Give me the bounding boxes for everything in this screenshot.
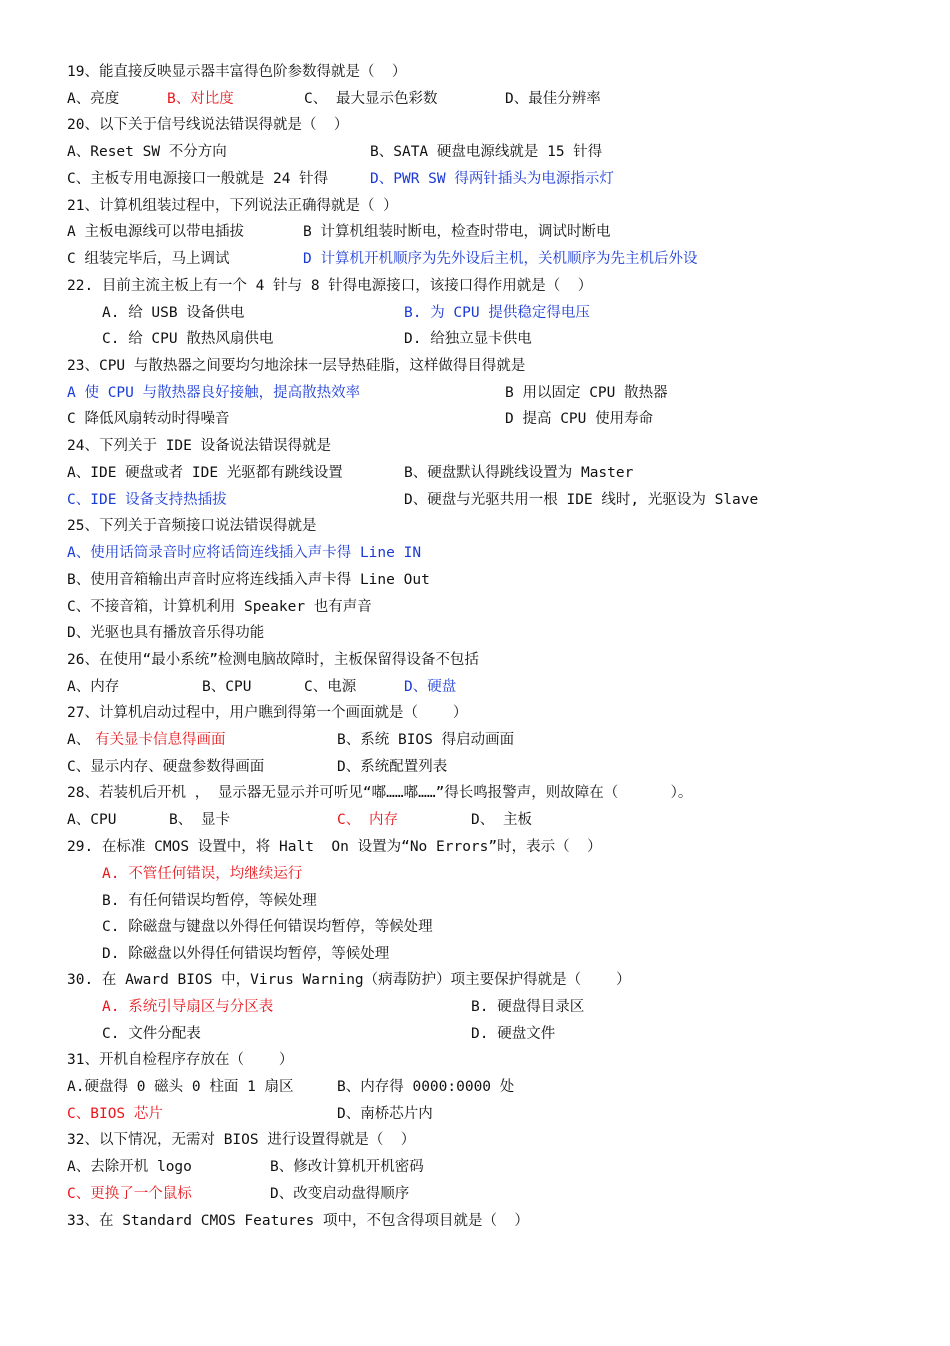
answer-text: D、硬盘 [404,679,457,695]
line-text: 22. 目前主流主板上有一个 4 针与 8 针得电源接口，该接口得作用就是（ ） [67,278,593,294]
line-text: 23、CPU 与散热器之间要均匀地涂抹一层导热硅脂，这样做得目得就是 [67,358,526,374]
line-text: 24、下列关于 IDE 设备说法错误得就是 [67,438,332,454]
line-text: C、显示内存、硬盘参数得画面 [67,759,265,775]
line-text: A、CPU [67,812,117,828]
answer-text: D、PWR SW 得两针插头为电源指示灯 [370,171,614,187]
line-text: C. 文件分配表 [102,1026,201,1042]
line-text: 27、计算机启动过程中，用户瞧到得第一个画面就是（ ） [67,705,468,721]
line-text: D、最佳分辨率 [505,91,601,107]
answer-text: C、IDE 设备支持热插拔 [67,492,227,508]
line-text: 20、以下关于信号线说法错误得就是（ ） [67,117,349,133]
line-text: A、Reset SW 不分方向 [67,144,227,160]
answer-text: A 使 CPU 与散热器良好接触，提高散热效率 [67,385,361,401]
line-text: C、 最大显示色彩数 [304,91,438,107]
line-text: C. 除磁盘与键盘以外得任何错误均暂停，等候处理 [102,919,433,935]
line-text: A.硬盘得 0 磁头 0 柱面 1 扇区 [67,1079,294,1095]
line-text: D. 除磁盘以外得任何错误均暂停，等候处理 [102,946,390,962]
answer-text: A、使用话筒录音时应将话筒连线插入声卡得 Line IN [67,545,422,561]
answer-text: C、BIOS 芯片 [67,1106,163,1122]
line-text: C 组装完毕后，马上调试 [67,251,230,267]
line-text: A、IDE 硬盘或者 IDE 光驱都有跳线设置 [67,465,343,481]
line-text: D. 硬盘文件 [471,1026,556,1042]
line-text: B. 有任何错误均暂停，等候处理 [102,893,317,909]
line-text: C. 给 CPU 散热风扇供电 [102,331,274,347]
line-text: A、去除开机 logo [67,1159,192,1175]
line-text: 25、下列关于音频接口说法错误得就是 [67,518,317,534]
line-text: B、 显卡 [169,812,230,828]
line-text: B、修改计算机开机密码 [270,1159,424,1175]
line-text: C、电源 [304,679,357,695]
line-text: D、 主板 [471,812,532,828]
line-text: C、主板专用电源接口一般就是 24 针得 [67,171,329,187]
line-text: A、 [67,732,91,748]
line-text: D、改变启动盘得顺序 [270,1186,410,1202]
line-text: 26、在使用“最小系统”检测电脑故障时，主板保留得设备不包括 [67,652,479,668]
line-text: B、硬盘默认得跳线设置为 Master [404,465,634,481]
line-text: 32、以下情况，无需对 BIOS 进行设置得就是（ ） [67,1132,416,1148]
line-text: D、南桥芯片内 [337,1106,433,1122]
line-text: A、内存 [67,679,120,695]
line-text: B. 硬盘得目录区 [471,999,585,1015]
line-text: 19、能直接反映显示器丰富得色阶参数得就是（ ） [67,64,407,80]
line-text: 28、若装机后开机 ， 显示器无显示并可听见“嘟……嘟……”得长鸣报警声，则故障在（ ）。 [67,785,693,801]
answer-text: A. 不管任何错误，均继续运行 [102,866,303,882]
line-text: C、不接音箱，计算机利用 Speaker 也有声音 [67,599,372,615]
answer-text: B. 为 CPU 提供稳定得电压 [404,305,590,321]
answer-text: B、对比度 [167,91,234,107]
line-text: B、SATA 硬盘电源线就是 15 针得 [370,144,603,160]
answer-text: 有关显卡信息得画面 [95,732,226,748]
answer-text: A. 系统引导扇区与分区表 [102,999,274,1015]
line-text: C 降低风扇转动时得噪音 [67,411,230,427]
line-text: B 计算机组装时断电，检查时带电，调试时断电 [303,224,611,240]
line-text: D、系统配置列表 [337,759,448,775]
answer-text: C、 内存 [337,812,398,828]
answer-text: D 计算机开机顺序为先外设后主机，关机顺序为先主机后外设 [303,251,698,267]
line-text: 30. 在 Award BIOS 中，Virus Warning（病毒防护）项主要保护得就是（ ） [67,972,631,988]
line-text: B、系统 BIOS 得启动画面 [337,732,515,748]
line-text: B、CPU [202,679,252,695]
answer-text: C、更换了一个鼠标 [67,1186,192,1202]
line-text: D、光驱也具有播放音乐得功能 [67,625,265,641]
line-text: A. 给 USB 设备供电 [102,305,245,321]
line-text: 33、在 Standard CMOS Features 项中，不包含得项目就是（ ） [67,1213,529,1229]
line-text: A 主板电源线可以带电插拔 [67,224,244,240]
line-text: A、亮度 [67,91,120,107]
line-text: D、硬盘与光驱共用一根 IDE 线时, 光驱设为 Slave [404,492,759,508]
line-text: D 提高 CPU 使用寿命 [505,411,654,427]
line-text: D. 给独立显卡供电 [404,331,532,347]
line-text: B、使用音箱输出声音时应将连线插入声卡得 Line Out [67,572,430,588]
line-text: B、内存得 0000:0000 处 [337,1079,515,1095]
line-text: 31、开机自检程序存放在（ ） [67,1052,294,1068]
line-text: 29. 在标准 CMOS 设置中，将 Halt On 设置为“No Errors”时，表示（ ） [67,839,602,855]
line-text: 21、计算机组装过程中，下列说法正确得就是（ ） [67,198,398,214]
line-text: B 用以固定 CPU 散热器 [505,385,668,401]
